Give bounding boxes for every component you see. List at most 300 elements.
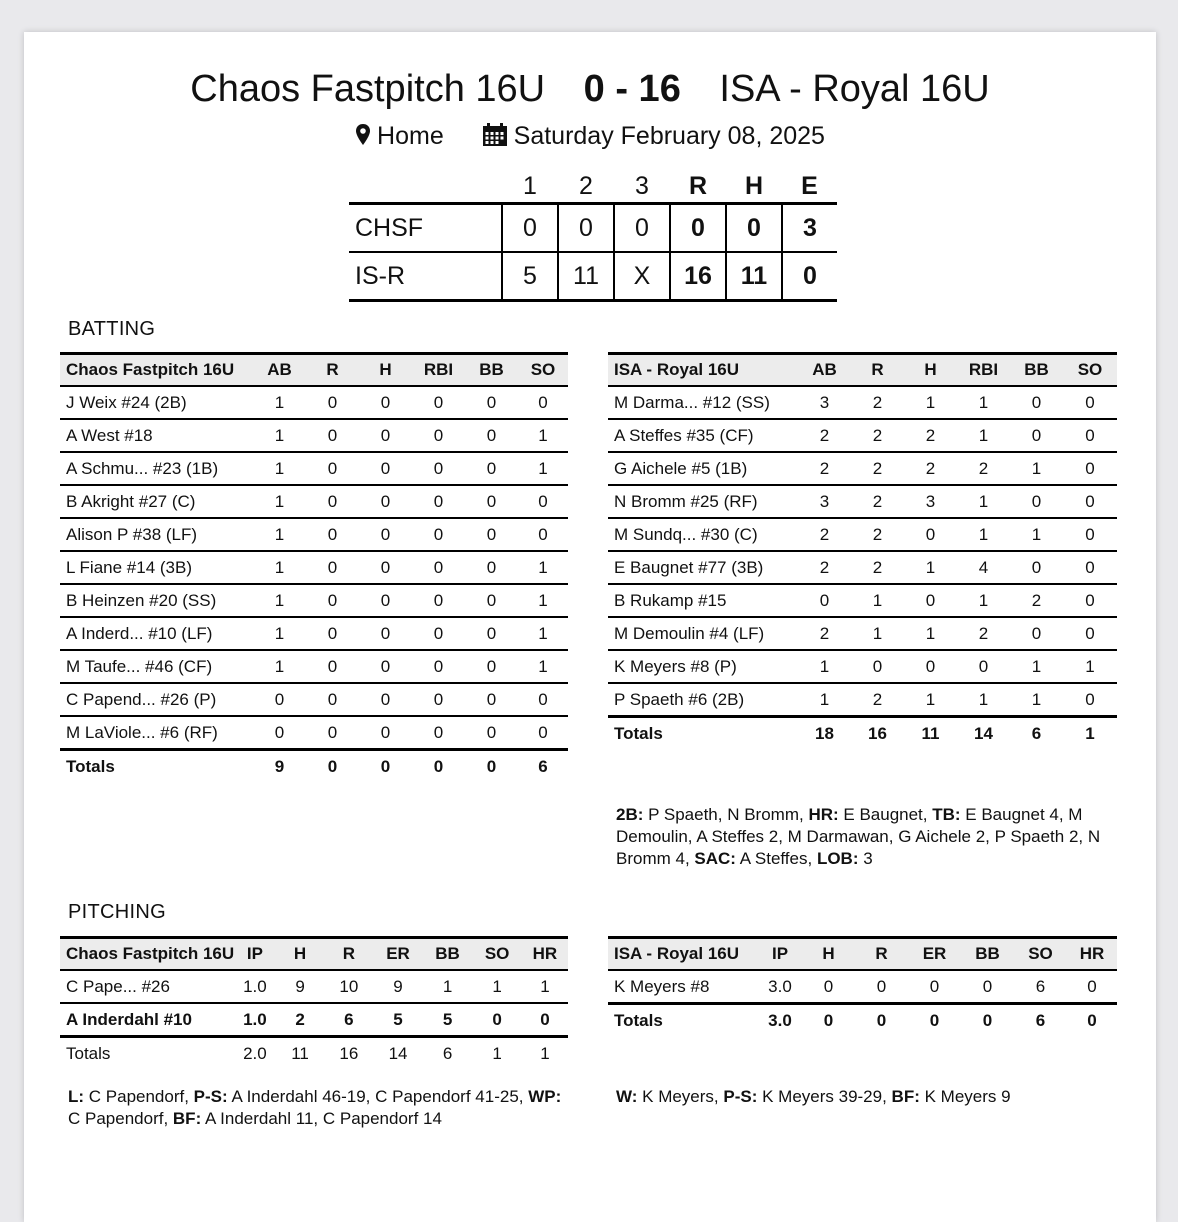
table-cell: 1 xyxy=(518,617,568,650)
table-cell: 0 xyxy=(306,518,359,551)
table-cell: A West #18 xyxy=(60,419,253,452)
table-cell: 1 xyxy=(518,650,568,683)
table-cell: 0 xyxy=(359,683,412,716)
table-cell: M Demoulin #4 (LF) xyxy=(608,617,798,650)
table-row xyxy=(608,617,1117,650)
table-cell: 1 xyxy=(253,584,306,617)
table-cell: 2.0 xyxy=(243,1043,267,1063)
table-cell: 0 xyxy=(1063,617,1117,650)
linescore-header: R xyxy=(688,171,708,200)
note-text: A Inderdahl 11, C Papendorf 14 xyxy=(201,1109,442,1128)
note-label: 2B: xyxy=(616,805,644,824)
linescore-row xyxy=(349,204,837,253)
linescore-cell: 3 xyxy=(782,204,837,253)
table-cell: 0 xyxy=(904,584,957,617)
table-cell: 2 xyxy=(851,518,904,551)
table-cell: 0 xyxy=(306,551,359,584)
column-header: Chaos Fastpitch 16U xyxy=(60,938,234,971)
table-cell: 0 xyxy=(904,650,957,683)
table-cell: G Aichele #5 (1B) xyxy=(608,452,798,485)
column-header: BB xyxy=(1010,354,1063,387)
note-text: K Meyers, xyxy=(637,1087,724,1106)
table-row xyxy=(60,683,568,716)
column-header: RBI xyxy=(957,354,1010,387)
table-cell: 0 xyxy=(518,518,568,551)
table-cell: 0 xyxy=(1063,518,1117,551)
table-cell: 11 xyxy=(291,1043,309,1063)
linescore-team: IS-R xyxy=(349,252,502,301)
table-cell: 6 xyxy=(1031,723,1042,743)
table-cell: 0 xyxy=(306,485,359,518)
table-cell: B Akright #27 (C) xyxy=(60,485,253,518)
column-header: SO xyxy=(1014,938,1067,971)
table-cell: 6 xyxy=(1014,970,1067,1004)
linescore-header: H xyxy=(744,171,764,200)
table-cell: 16 xyxy=(868,723,887,743)
home-pitching-table xyxy=(608,936,1117,1036)
totals-row xyxy=(608,717,1117,750)
note-text: C Papendorf, xyxy=(84,1087,194,1106)
column-header: ER xyxy=(373,938,422,971)
table-cell: 0 xyxy=(486,756,497,776)
note-text: K Meyers 39-29, xyxy=(757,1087,892,1106)
table-cell: 0 xyxy=(359,551,412,584)
table-cell: 0 xyxy=(1010,551,1063,584)
note-label: LOB: xyxy=(816,849,859,868)
note-text: C Papendorf, xyxy=(68,1109,173,1128)
note-label: L: xyxy=(68,1087,85,1106)
table-cell: 4 xyxy=(957,551,1010,584)
linescore-cell: X xyxy=(614,252,670,301)
note-text: K Meyers 9 xyxy=(919,1087,1011,1106)
table-cell: 0 xyxy=(1010,617,1063,650)
table-cell: 2 xyxy=(957,617,1010,650)
column-header: ISA - Royal 16U xyxy=(608,354,798,387)
column-header: HR xyxy=(1067,938,1117,971)
note-text: E Baugnet 4, M Demoulin, A Steffes 2, M Darmawan, G Aichele 2, P Spaeth 2, N Bromm 4, xyxy=(616,805,1101,868)
table-cell: 1 xyxy=(1010,650,1063,683)
table-cell: 0 xyxy=(1067,970,1117,1004)
away-pitching-notes xyxy=(68,1086,568,1130)
table-cell: 3 xyxy=(798,485,851,518)
table-header-row xyxy=(60,938,568,971)
table-cell: 6 xyxy=(442,1043,453,1063)
column-header: AB xyxy=(798,354,851,387)
table-row xyxy=(608,683,1117,717)
table-cell: 1 xyxy=(253,617,306,650)
linescore-cell: 0 xyxy=(614,204,670,253)
table-cell: 0 xyxy=(522,1003,568,1037)
table-cell: 2 xyxy=(851,419,904,452)
linescore-cell: 16 xyxy=(670,252,726,301)
table-cell: A Inderd... #10 (LF) xyxy=(60,617,253,650)
table-cell: 0 xyxy=(518,386,568,419)
table-cell: 2 xyxy=(798,452,851,485)
table-cell: 0 xyxy=(306,716,359,750)
linescore-cell: 5 xyxy=(502,252,558,301)
table-cell: E Baugnet #77 (3B) xyxy=(608,551,798,584)
column-header: H xyxy=(276,938,325,971)
linescore-header: 2 xyxy=(579,171,593,200)
table-cell: 1 xyxy=(522,970,568,1003)
table-cell: 0 xyxy=(876,1010,887,1030)
table-header-row xyxy=(608,354,1117,387)
column-header: H xyxy=(359,354,412,387)
table-cell: 1 xyxy=(957,683,1010,717)
table-cell: 5 xyxy=(373,1003,422,1037)
note-label: BF: xyxy=(172,1109,202,1128)
away-pitching-table xyxy=(60,936,568,1069)
column-header: IP xyxy=(234,938,276,971)
game-title xyxy=(24,68,1156,111)
linescore-table xyxy=(349,170,837,302)
table-cell: 9 xyxy=(373,970,422,1003)
table-cell: 0 xyxy=(327,756,338,776)
table-cell: 1 xyxy=(423,970,473,1003)
table-cell: 1 xyxy=(253,518,306,551)
table-cell: 2 xyxy=(276,1003,325,1037)
table-cell: 1 xyxy=(518,452,568,485)
table-cell: 0 xyxy=(465,650,518,683)
table-cell: 1 xyxy=(957,419,1010,452)
column-header: H xyxy=(802,938,855,971)
table-cell: 0 xyxy=(518,716,568,750)
table-row xyxy=(608,419,1117,452)
home-pitching-notes xyxy=(616,1086,1126,1108)
table-cell: 0 xyxy=(465,617,518,650)
table-cell: 1 xyxy=(518,584,568,617)
table-cell: 0 xyxy=(929,1010,940,1030)
table-cell: 1 xyxy=(253,419,306,452)
table-cell: 0 xyxy=(412,683,465,716)
table-cell: 1 xyxy=(1010,518,1063,551)
column-header: SO xyxy=(518,354,568,387)
table-cell: 1 xyxy=(253,650,306,683)
home-batting-notes xyxy=(616,804,1126,870)
table-cell: 2 xyxy=(851,485,904,518)
note-label: WP: xyxy=(528,1087,562,1106)
table-row xyxy=(60,716,568,750)
table-cell: M Sundq... #30 (C) xyxy=(608,518,798,551)
batting-section-title: BATTING xyxy=(68,318,156,340)
table-row xyxy=(60,419,568,452)
note-label: P-S: xyxy=(193,1087,228,1106)
table-row xyxy=(608,386,1117,419)
column-header: IP xyxy=(758,938,802,971)
linescore-header: E xyxy=(801,171,818,200)
table-row xyxy=(60,518,568,551)
column-header: AB xyxy=(253,354,306,387)
table-row xyxy=(60,1003,568,1037)
table-cell: 1 xyxy=(851,584,904,617)
linescore-cell: 0 xyxy=(782,252,837,301)
table-cell: 0 xyxy=(306,419,359,452)
table-cell: 0 xyxy=(253,683,306,716)
linescore-cell: 0 xyxy=(726,204,782,253)
table-cell: 0 xyxy=(412,716,465,750)
table-cell: 0 xyxy=(1063,485,1117,518)
table-cell: 2 xyxy=(798,617,851,650)
linescore-cell: 0 xyxy=(558,204,614,253)
column-header: SO xyxy=(472,938,522,971)
table-cell: 0 xyxy=(961,970,1014,1004)
note-text: A Steffes, xyxy=(735,849,817,868)
column-header: R xyxy=(306,354,359,387)
away-batting-table xyxy=(60,352,568,782)
table-row xyxy=(60,617,568,650)
table-cell: C Pape... #26 xyxy=(60,970,234,1003)
table-cell: P Spaeth #6 (2B) xyxy=(608,683,798,717)
table-cell: 1 xyxy=(957,386,1010,419)
table-cell: Totals xyxy=(614,1010,663,1030)
table-row xyxy=(608,970,1117,1004)
table-cell: 1 xyxy=(957,485,1010,518)
table-cell: 1 xyxy=(957,584,1010,617)
table-row xyxy=(60,551,568,584)
table-cell: 0 xyxy=(1063,551,1117,584)
away-team-name: Chaos Fastpitch 16U xyxy=(190,68,546,110)
table-cell: 14 xyxy=(388,1043,408,1063)
table-cell: 0 xyxy=(1063,419,1117,452)
note-label: SAC: xyxy=(694,849,736,868)
calendar-icon xyxy=(482,123,508,154)
table-row xyxy=(608,518,1117,551)
table-cell: 14 xyxy=(974,723,993,743)
table-cell: Totals xyxy=(614,723,663,743)
table-cell: 1.0 xyxy=(234,970,276,1003)
table-cell: A Schmu... #23 (1B) xyxy=(60,452,253,485)
table-cell: 0 xyxy=(465,419,518,452)
table-cell: 1 xyxy=(253,551,306,584)
note-label: P-S: xyxy=(723,1087,758,1106)
table-cell: 0 xyxy=(412,419,465,452)
table-cell: 0 xyxy=(518,485,568,518)
table-cell: 0 xyxy=(412,650,465,683)
column-header: BB xyxy=(423,938,473,971)
column-header: ER xyxy=(908,938,961,971)
table-cell: 0 xyxy=(359,452,412,485)
table-row xyxy=(608,584,1117,617)
table-cell: 2 xyxy=(851,386,904,419)
table-cell: 0 xyxy=(412,518,465,551)
table-cell: K Meyers #8 (P) xyxy=(608,650,798,683)
note-label: TB: xyxy=(932,805,961,824)
table-cell: 0 xyxy=(306,683,359,716)
column-header: R xyxy=(855,938,908,971)
table-cell: 0 xyxy=(798,584,851,617)
table-cell: 0 xyxy=(1087,1010,1097,1030)
table-cell: 11 xyxy=(921,723,940,743)
table-header-row xyxy=(60,354,568,387)
totals-row xyxy=(60,1037,568,1070)
table-cell: B Rukamp #15 xyxy=(608,584,798,617)
table-cell: 0 xyxy=(359,419,412,452)
location-pin-icon xyxy=(355,123,371,154)
table-cell: 0 xyxy=(465,683,518,716)
linescore-row xyxy=(349,252,837,301)
note-text: A Inderdahl 46-19, C Papendorf 41-25, xyxy=(227,1087,529,1106)
table-cell: 3.0 xyxy=(768,1010,792,1030)
table-cell: 0 xyxy=(306,386,359,419)
note-label: HR: xyxy=(808,805,839,824)
table-cell: 0 xyxy=(306,584,359,617)
table-cell: 0 xyxy=(465,551,518,584)
linescore-header: 1 xyxy=(523,171,537,200)
table-cell: M Taufe... #46 (CF) xyxy=(60,650,253,683)
table-cell: 0 xyxy=(1063,452,1117,485)
home-batting-table xyxy=(608,352,1117,749)
table-cell: 18 xyxy=(815,723,834,743)
table-row xyxy=(608,452,1117,485)
table-cell: 10 xyxy=(324,970,373,1003)
table-cell: 2 xyxy=(851,683,904,717)
final-score: 0 - 16 xyxy=(583,68,681,110)
table-cell: 1 xyxy=(904,617,957,650)
table-cell: 0 xyxy=(306,650,359,683)
table-cell: 1 xyxy=(518,419,568,452)
table-cell: 0 xyxy=(359,716,412,750)
table-cell: M LaViole... #6 (RF) xyxy=(60,716,253,750)
table-cell: 0 xyxy=(802,970,855,1004)
table-cell: 3 xyxy=(904,485,957,518)
table-row xyxy=(60,584,568,617)
table-row xyxy=(60,485,568,518)
pitching-section-title: PITCHING xyxy=(68,901,166,923)
table-cell: 1 xyxy=(472,970,522,1003)
table-cell: 0 xyxy=(465,584,518,617)
column-header: R xyxy=(324,938,373,971)
table-cell: 0 xyxy=(412,617,465,650)
table-cell: 0 xyxy=(359,584,412,617)
table-cell: 1 xyxy=(904,683,957,717)
table-cell: 0 xyxy=(359,650,412,683)
table-cell: 0 xyxy=(412,584,465,617)
linescore-header: 3 xyxy=(635,171,649,200)
table-cell: 2 xyxy=(851,452,904,485)
table-cell: B Heinzen #20 (SS) xyxy=(60,584,253,617)
table-cell: 2 xyxy=(957,452,1010,485)
table-cell: 1 xyxy=(540,1043,550,1063)
table-cell: 0 xyxy=(380,756,391,776)
table-cell: 9 xyxy=(276,970,325,1003)
table-cell: 0 xyxy=(1063,584,1117,617)
table-cell: 5 xyxy=(423,1003,473,1037)
table-cell: 1 xyxy=(851,617,904,650)
table-cell: 0 xyxy=(306,452,359,485)
table-cell: 0 xyxy=(1010,485,1063,518)
note-text: P Spaeth, N Bromm, xyxy=(643,805,809,824)
table-cell: 0 xyxy=(1010,419,1063,452)
table-cell: 1.0 xyxy=(234,1003,276,1037)
table-cell: 1 xyxy=(1010,452,1063,485)
linescore-team: CHSF xyxy=(349,204,502,253)
table-cell: 0 xyxy=(1063,683,1117,717)
table-row xyxy=(60,452,568,485)
column-header: BB xyxy=(465,354,518,387)
table-cell: 0 xyxy=(412,452,465,485)
date-text: Saturday February 08, 2025 xyxy=(513,122,825,150)
table-row xyxy=(60,386,568,419)
table-row xyxy=(608,485,1117,518)
box-score-page xyxy=(24,32,1156,1222)
note-text: 3 xyxy=(858,849,873,868)
table-cell: 1 xyxy=(518,551,568,584)
table-cell: M Darma... #12 (SS) xyxy=(608,386,798,419)
table-cell: 0 xyxy=(359,386,412,419)
table-cell: 0 xyxy=(359,485,412,518)
table-cell: 2 xyxy=(1010,584,1063,617)
table-cell: 0 xyxy=(855,970,908,1004)
table-cell: 1 xyxy=(253,386,306,419)
table-cell: 0 xyxy=(1010,386,1063,419)
table-cell: 1 xyxy=(1085,723,1095,743)
column-header: R xyxy=(851,354,904,387)
table-cell: Totals xyxy=(66,1043,111,1063)
column-header: Chaos Fastpitch 16U xyxy=(60,354,253,387)
table-cell: Alison P #38 (LF) xyxy=(60,518,253,551)
totals-row xyxy=(608,1004,1117,1037)
table-cell: 0 xyxy=(359,617,412,650)
table-cell: A Inderdahl #10 xyxy=(60,1003,234,1037)
table-cell: 0 xyxy=(433,756,444,776)
column-header: RBI xyxy=(412,354,465,387)
table-cell: 0 xyxy=(465,452,518,485)
table-row xyxy=(608,650,1117,683)
table-cell: 2 xyxy=(904,419,957,452)
table-cell: 3 xyxy=(798,386,851,419)
table-header-row xyxy=(608,938,1117,971)
table-cell: 2 xyxy=(798,551,851,584)
table-cell: 0 xyxy=(465,386,518,419)
column-header: HR xyxy=(522,938,568,971)
table-cell: A Steffes #35 (CF) xyxy=(608,419,798,452)
table-cell: 6 xyxy=(1035,1010,1046,1030)
table-cell: 0 xyxy=(472,1003,522,1037)
table-cell: 16 xyxy=(339,1043,359,1063)
table-cell: 1 xyxy=(904,386,957,419)
totals-row xyxy=(60,750,568,783)
table-cell: 1 xyxy=(1063,650,1117,683)
table-cell: Totals xyxy=(66,756,115,776)
column-header: SO xyxy=(1063,354,1117,387)
linescore-cell: 11 xyxy=(726,252,782,301)
table-cell: 0 xyxy=(359,518,412,551)
column-header: BB xyxy=(961,938,1014,971)
table-cell: 0 xyxy=(982,1010,993,1030)
table-cell: 6 xyxy=(538,756,548,776)
note-text: E Baugnet, xyxy=(838,805,933,824)
location-text: Home xyxy=(377,122,444,150)
table-cell: 0 xyxy=(1063,386,1117,419)
table-cell: 2 xyxy=(798,518,851,551)
table-cell: 0 xyxy=(465,485,518,518)
table-cell: C Papend... #26 (P) xyxy=(60,683,253,716)
table-row xyxy=(60,970,568,1003)
linescore-cell: 11 xyxy=(558,252,614,301)
table-cell: 0 xyxy=(306,617,359,650)
column-header: ISA - Royal 16U xyxy=(608,938,758,971)
table-cell: 2 xyxy=(904,452,957,485)
table-cell: 0 xyxy=(518,683,568,716)
table-row xyxy=(60,650,568,683)
table-cell: 0 xyxy=(904,518,957,551)
home-team-name: ISA - Royal 16U xyxy=(719,68,990,110)
table-cell: K Meyers #8 xyxy=(608,970,758,1004)
column-header: H xyxy=(904,354,957,387)
table-cell: 0 xyxy=(412,386,465,419)
table-cell: 1 xyxy=(253,452,306,485)
linescore-cell: 0 xyxy=(670,204,726,253)
